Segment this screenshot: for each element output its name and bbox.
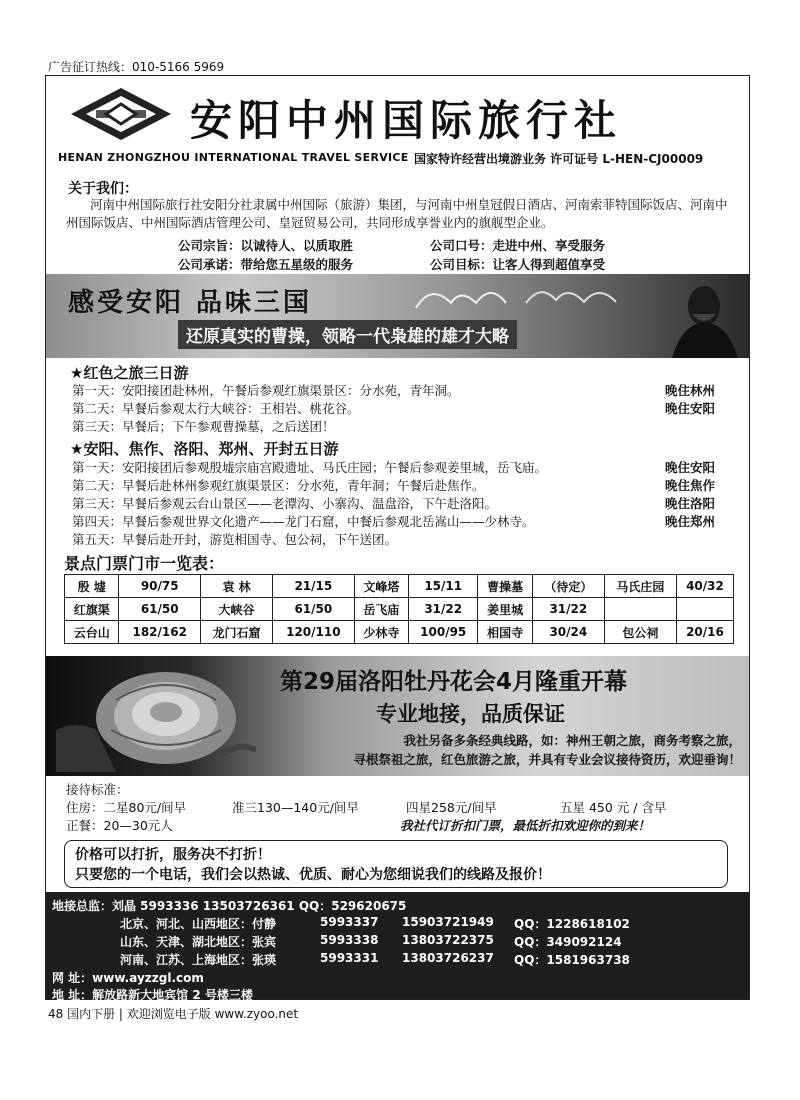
table-row xyxy=(65,621,734,644)
contact-tel-2: 5993338 xyxy=(320,933,379,947)
standard-two-star: 住房：二星80元/间早 xyxy=(66,800,187,815)
about-title: 关于我们： xyxy=(68,181,138,197)
table-cell: 殷 墟 xyxy=(65,575,119,598)
company-promise: 公司承诺：带给您五星级的服务 xyxy=(178,257,354,272)
table-cell: 20/16 xyxy=(676,621,733,644)
peony-subtitle: 专业地接，品质保证 xyxy=(376,702,565,726)
peony-note-line1: 我社另备多条经典线路，如：神州王朝之旅，商务考察之旅， xyxy=(403,733,741,748)
table-cell: 61/50 xyxy=(119,598,201,621)
tour-red-day3: 第三天：早餐后；下午参观曹操墓，之后送团！ xyxy=(72,419,335,434)
standard-three-star: 准三130—140元/间早 xyxy=(232,800,359,815)
table-cell: 21/15 xyxy=(273,575,355,598)
banner-title: 感受安阳 品味三国 xyxy=(68,288,313,318)
company-slogan: 公司口号：走进中州、享受服务 xyxy=(430,238,606,253)
table-cell: 姜里城 xyxy=(478,598,532,621)
tour-five-day3: 第三天：早餐后参观云台山景区——老潭沟、小寨沟、温盘浴，下午赴洛阳。 xyxy=(72,496,498,511)
tour-five-day4: 第四天：早餐后参观世界文化遗产——龙门石窟，中餐后参观北岳嵩山——少林寺。 xyxy=(72,514,535,529)
company-purpose: 公司宗旨：以诚待人、以质取胜 xyxy=(178,238,354,253)
contact-panel xyxy=(46,892,749,1002)
license-info: 国家特许经营出境游业务 许可证号 L-HEN-CJ00009 xyxy=(414,152,704,166)
company-logo-icon xyxy=(66,84,176,144)
contact-area-2: 山东、天津、湖北地区：张宾 xyxy=(120,935,277,949)
tour-five-day5: 第五天：早餐后赴开封，游览相国寺、包公祠，下午送团。 xyxy=(72,532,398,547)
table-cell: 40/32 xyxy=(676,575,733,598)
table-cell: 90/75 xyxy=(119,575,201,598)
contact-qq-3: QQ：1581963738 xyxy=(514,953,630,967)
tour-red-day1: 第一天：安阳接团赴林州，午餐后参观红旗渠景区：分水苑，青年洞。 xyxy=(72,383,460,398)
table-cell: 31/22 xyxy=(409,598,478,621)
company-name-en: HENAN ZHONGZHOU INTERNATIONAL TRAVEL SERVICE xyxy=(58,151,409,164)
table-cell: 文峰塔 xyxy=(354,575,408,598)
contact-area-3: 河南、江苏、上海地区：张瑛 xyxy=(120,953,277,967)
caocao-figure-icon xyxy=(652,274,748,358)
table-cell xyxy=(604,598,676,621)
table-cell xyxy=(676,598,733,621)
table-cell: 曹操墓 xyxy=(478,575,532,598)
table-cell: 15/11 xyxy=(409,575,478,598)
contact-area-1: 北京、河北、山西地区：付静 xyxy=(120,917,277,931)
contact-mobile-3: 13803726237 xyxy=(402,951,494,965)
table-cell: 岳飞庙 xyxy=(354,598,408,621)
about-text: 河南中州国际旅行社安阳分社隶属中州国际（旅游）集团，与河南中州皇冠假日酒店、河南索菲特国际饭店、河南中州国际饭店、中州国际酒店管理公司、皇冠贸易公司，共同形成享誉业内的旗舰型企业。 xyxy=(66,197,728,230)
standard-meal: 正餐：20—30元人 xyxy=(66,818,173,833)
table-row xyxy=(65,598,734,621)
table-row xyxy=(65,575,734,598)
contact-main: 地接总监：刘晶 5993336 13503726361 QQ：529620675 xyxy=(52,899,407,913)
banner-peony xyxy=(46,656,749,776)
tour-five-day1-stay: 晚住安阳 xyxy=(665,460,716,475)
page-footer: 48 国内下册 | 欢迎浏览电子版 www.zyoo.net xyxy=(48,1007,299,1021)
standards-title: 接待标准： xyxy=(66,782,129,797)
standard-four-star: 四星258元/间早 xyxy=(406,800,497,815)
price-line2: 只要您的一个电话，我们会以热诚、优质、耐心为您细说我们的线路及报价！ xyxy=(75,867,551,883)
company-goal: 公司目标：让客人得到超值享受 xyxy=(430,257,606,272)
table-cell: 182/162 xyxy=(119,621,201,644)
contact-tel-1: 5993337 xyxy=(320,915,379,929)
ticket-table xyxy=(64,574,734,644)
table-cell: 包公祠 xyxy=(604,621,676,644)
ticket-table-title: 景点门票门市一览表： xyxy=(64,554,225,573)
tour-five-day1: 第一天：安阳接团后参观殷墟宗庙宫殿遗址、马氏庄园；午餐后参观姜里城，岳飞庙。 xyxy=(72,460,548,475)
table-cell: 31/22 xyxy=(532,598,604,621)
company-name-cn: 安阳中州国际旅行社 xyxy=(190,96,623,145)
cloud-pattern-icon xyxy=(406,278,666,318)
tour-five-day2-stay: 晚住焦作 xyxy=(665,478,716,493)
peony-festival-title: 第29届洛阳牡丹花会4月隆重开幕 xyxy=(280,669,628,695)
contact-qq-2: QQ：349092124 xyxy=(514,935,622,949)
banner-sanguo xyxy=(46,274,749,358)
table-cell: 120/110 xyxy=(273,621,355,644)
tour-five-day4-stay: 晚住郑州 xyxy=(665,514,716,529)
peony-note xyxy=(226,731,741,769)
contact-mobile-2: 13803722375 xyxy=(402,933,494,947)
contact-qq-1: QQ：1228618102 xyxy=(514,917,630,931)
table-cell: 61/50 xyxy=(273,598,355,621)
table-cell: 相国寺 xyxy=(478,621,532,644)
contact-mobile-1: 15903721949 xyxy=(402,915,494,929)
banner-subtitle: 还原真实的曹操，领略一代枭雄的雄才大略 xyxy=(178,320,517,349)
peony-note-line2: 寻根祭祖之旅，红色旅游之旅，并具有专业会议接待资历，欢迎垂询！ xyxy=(353,752,741,767)
address: 地 址：解放路新大地宾馆 2 号楼三楼 xyxy=(52,988,253,1002)
tour-five-day3-stay: 晚住洛阳 xyxy=(665,496,716,511)
website-link[interactable]: 网 址：www.ayzzgl.com xyxy=(52,971,204,985)
tour-red-day1-stay: 晚住林州 xyxy=(665,383,716,398)
table-cell: 红旗渠 xyxy=(65,598,119,621)
ad-hotline: 广告征订热线：010-5166 5969 xyxy=(48,60,225,74)
standard-five-star: 五星 450 元 / 含早 xyxy=(560,800,667,815)
price-box xyxy=(64,840,728,888)
tour-five-day2: 第二天：早餐后赴林州参观红旗渠景区：分水苑，青年洞；午餐后赴焦作。 xyxy=(72,478,485,493)
table-cell: 30/24 xyxy=(532,621,604,644)
ticket-discount-slogan: 我社代订折扣门票，最低折扣欢迎你的到来！ xyxy=(400,818,651,833)
tour-red-title: ★红色之旅三日游 xyxy=(70,364,189,382)
tour-red-day2-stay: 晚住安阳 xyxy=(665,401,716,416)
table-cell: 少林寺 xyxy=(354,621,408,644)
tour-red-day2: 第二天：早餐后参观太行大峡谷：王相岩、桃花谷。 xyxy=(72,401,360,416)
table-cell: 大峡谷 xyxy=(201,598,273,621)
table-cell: 马氏庄园 xyxy=(604,575,676,598)
table-cell: 龙门石窟 xyxy=(201,621,273,644)
price-line1: 价格可以打折，服务决不打折！ xyxy=(75,847,271,863)
tour-five-title: ★安阳、焦作、洛阳、郑州、开封五日游 xyxy=(70,440,339,458)
table-cell: 100/95 xyxy=(409,621,478,644)
table-cell: 云台山 xyxy=(65,621,119,644)
contact-tel-3: 5993331 xyxy=(320,951,379,965)
table-cell: （待定） xyxy=(532,575,604,598)
table-cell: 袁 林 xyxy=(201,575,273,598)
